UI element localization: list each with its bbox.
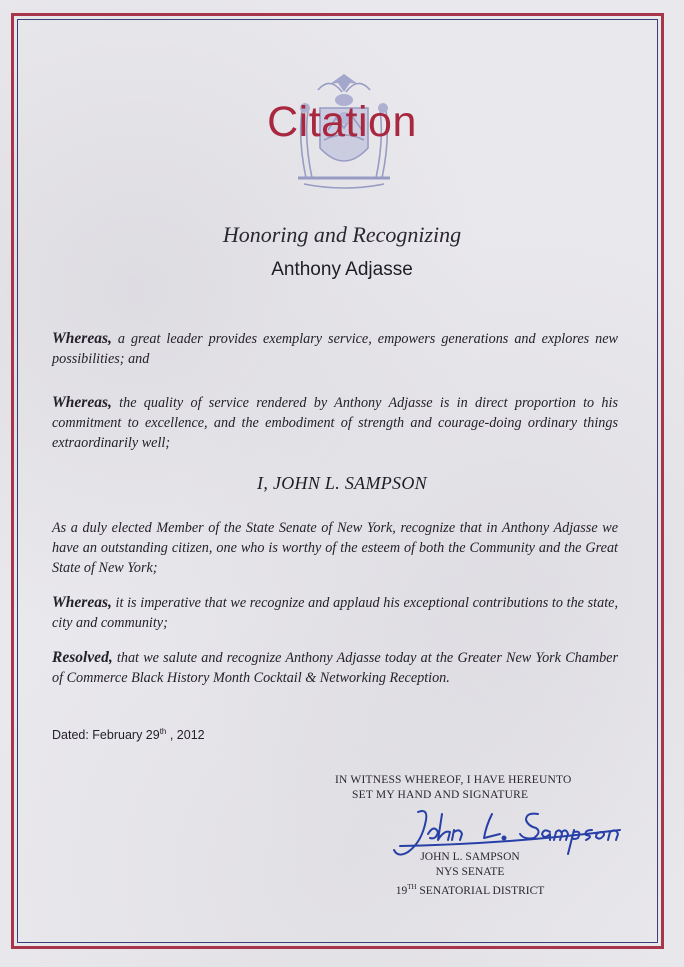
signer-office: NYS SENATE	[435, 866, 505, 878]
honoree-name: Anthony Adjasse	[271, 259, 413, 280]
district-number: 19	[395, 884, 408, 897]
paragraph-text: that we salute and recognize Anthony Adjasse today at the Greater New York Chamber of Commerce Black History Month Cocktail & Networking Reception.	[52, 650, 618, 686]
date-line	[52, 727, 205, 742]
subtitle: Honoring and Recognizing	[222, 222, 462, 247]
whereas-keyword: Whereas,	[52, 594, 112, 611]
date-prefix: Dated: February 29	[52, 728, 160, 743]
signer-district	[330, 880, 570, 899]
district-ordinal: TH	[407, 883, 417, 891]
witness-line-2: SET MY HAND AND SIGNATURE	[352, 789, 529, 801]
paragraph-text: a great leader provides exemplary service, empowers generations and explores new possibilities; and	[52, 331, 618, 367]
whereas-keyword: Whereas,	[52, 330, 112, 347]
resolved-keyword: Resolved,	[52, 649, 113, 666]
signer-name: JOHN L. SAMPSON	[420, 851, 520, 863]
whereas-paragraph-3	[52, 593, 618, 633]
declarant-line: I, JOHN L. SAMPSON	[257, 473, 427, 493]
district-text: SENATORIAL DISTRICT	[416, 884, 545, 897]
witness-statement	[335, 773, 625, 803]
recognition-paragraph: As a duly elected Member of the State Senate of New York, recognize that in Anthony Adjasse we have an outstanding citizen, one who is worthy of the esteem of both the Community and the Great State of New York;	[52, 520, 618, 576]
citation-title: Citation	[267, 98, 417, 146]
resolved-paragraph	[52, 648, 618, 688]
date-year: , 2012	[166, 728, 205, 743]
witness-line-1: IN WITNESS WHEREOF, I HAVE HEREUNTO	[335, 774, 572, 786]
paragraph-text: it is imperative that we recognize and applaud his exceptional contributions to the state, city and community;	[52, 595, 618, 631]
whereas-paragraph-2	[52, 393, 618, 453]
date-ordinal: th	[159, 727, 167, 736]
paragraph-text: the quality of service rendered by Anthony Adjasse is in direct proportion to his commitment to excellence, and the embodiment of strength and courage-doing ordinary things extraordinarily well;	[52, 395, 618, 451]
whereas-paragraph-1	[52, 329, 618, 369]
whereas-keyword: Whereas,	[52, 394, 112, 411]
signer-block	[330, 850, 570, 899]
